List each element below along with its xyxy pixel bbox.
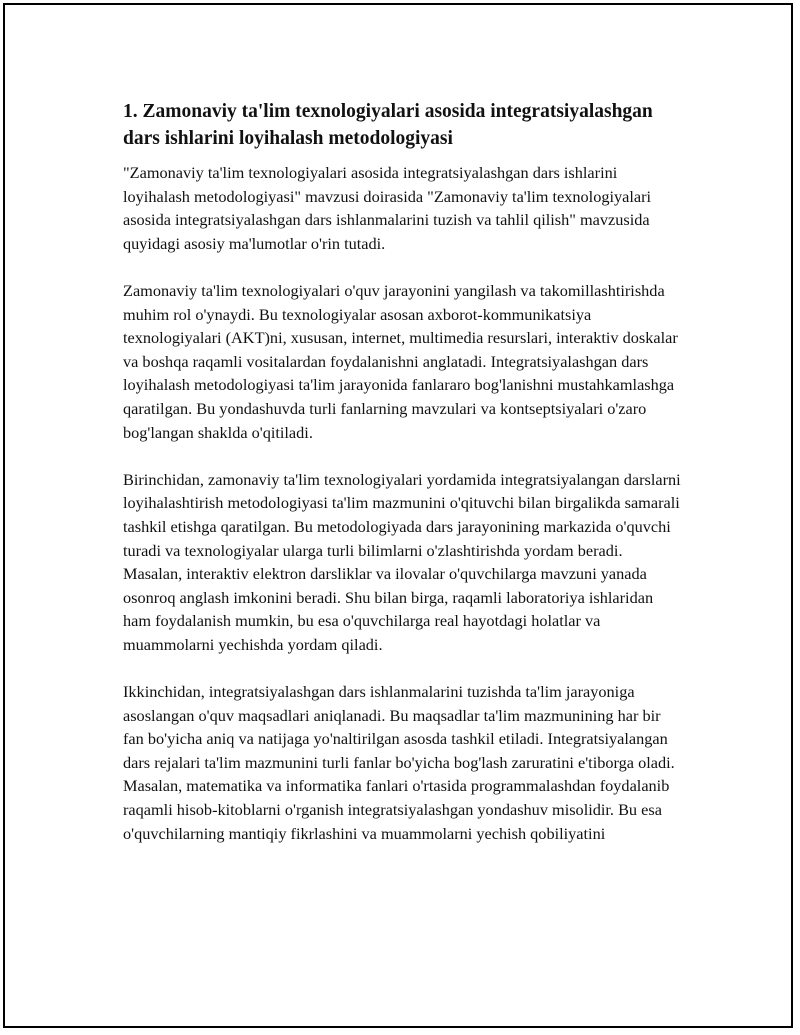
paragraph-intro: "Zamonaviy ta'lim texnologiyalari asosida integratsiyalashgan dars ishlarini loyihalash metodologiyasi" mavzusi doirasida "Zamonaviy ta'lim texnologiyalari asosida integratsiyalashgan dars ishlanmalarini tuzish va tahlil qilish" mavzusida quyidagi asosiy ma'lumotlar o'rin tutadi.: [123, 163, 652, 253]
page-frame: [3, 3, 793, 1028]
paragraph-technologies: Zamonaviy ta'lim texnologiyalari o'quv jarayonini yangilash va takomillashtirishda muhim rol o'ynaydi. Bu texnologiyalar asosan axborot-kommunikatsiya texnologiyalari (AKT)ni, xususan, internet, multimedia resurslari, interaktiv doskalar va boshqa raqamli vositalardan foydalanishni anglatadi. Integratsiyalashgan dars loyihalash metodologiyasi ta'lim jarayonida fanlararo bog'lanishni mustahkamlashga qaratilgan. Bu yondashuvda turli fanlarning mavzulari va kontseptsiyalari o'zaro bog'langan shaklda o'qitiladi.: [123, 280, 678, 442]
paragraph-first-point: Birinchidan, zamonaviy ta'lim texnologiyalari yordamida integratsiyalangan darslarni loyihalashtirish metodologiyasi ta'lim mazmunini o'qituvchi bilan birgalikda samarali tashkil etishga qaratilgan. Bu metodologiyada dars jarayonining markazida o'quvchi turadi va texnologiyalar ularga turli bilimlarni o'zlashtirishda yordam beradi. Masalan, interaktiv elektron darsliklar va ilovalar o'quvchilarga mavzuni yanada osonroq anglash imkonini beradi. Shu bilan birga, raqamli laboratoriya ishlaridan ham foydalanish mumkin, bu esa o'quvchilarga real hayotdagi holatlar va muammolarni yechishda yordam qiladi.: [123, 469, 681, 654]
document-body: [123, 98, 683, 869]
paragraph-second-point: Ikkinchidan, integratsiyalashgan dars ishlanmalarini tuzishda ta'lim jarayoniga asoslangan o'quv maqsadlari aniqlanadi. Bu maqsadlar ta'lim mazmunining har bir fan bo'yicha aniq va natijaga yo'naltirilgan asosda tashkil etiladi. Integratsiyalangan dars rejalari ta'lim mazmunini turli fanlar bo'yicha bog'lash zaruratini e'tiborga oladi. Masalan, matematika va informatika fanlari o'rtasida programmalashdan foydalanib raqamli hisob-kitoblarni o'rganish integratsiyalashgan yondashuv misolidir. Bu esa o'quvchilarning mantiqiy fikrlashini va muammolarni yechish qobiliyatini: [123, 682, 675, 843]
document-title: 1. Zamonaviy ta'lim texnologiyalari asosida integratsiyalashgan dars ishlarini loyihalash metodologiyasi: [123, 101, 653, 149]
